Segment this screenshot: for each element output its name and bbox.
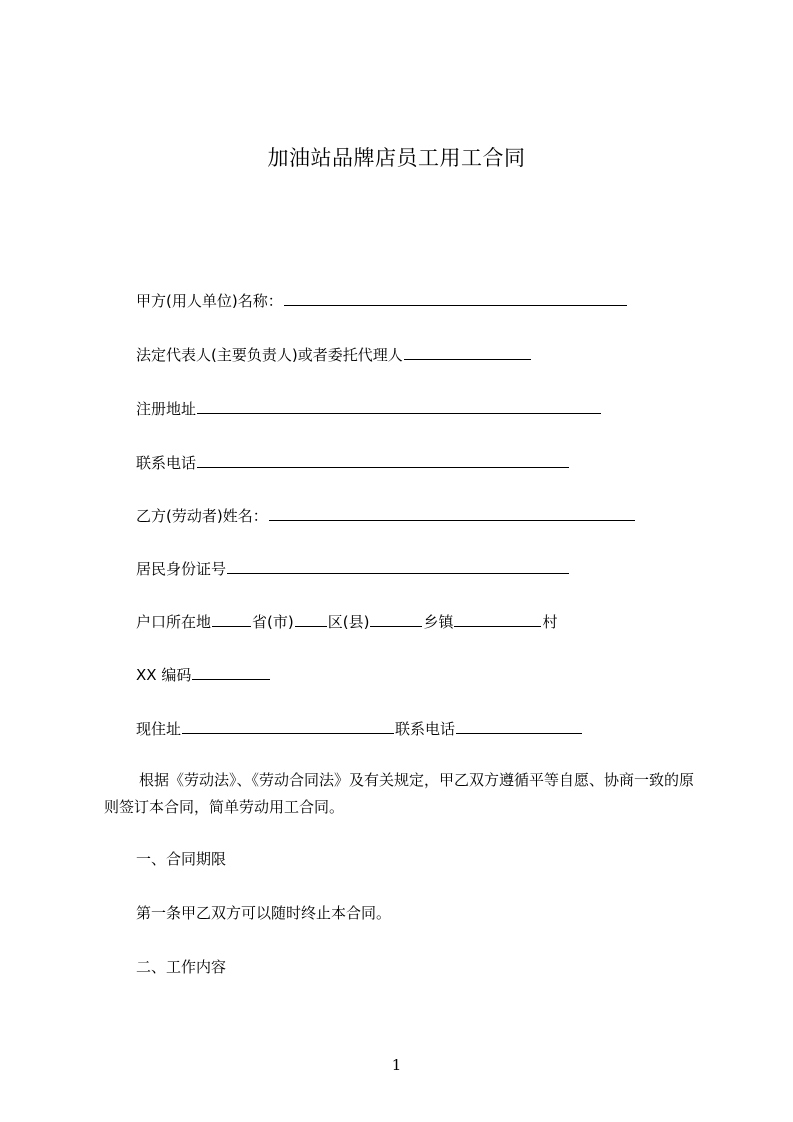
- party-a-blank[interactable]: [284, 291, 627, 306]
- legal-rep-label: 法定代表人(主要负责人)或者委托代理人: [136, 346, 403, 364]
- hukou-label: 户口所在地: [136, 613, 212, 631]
- district-label: 区(县): [327, 613, 370, 631]
- current-address-line: [136, 719, 583, 739]
- id-number-line: [136, 559, 570, 579]
- township-label: 乡镇: [423, 613, 454, 631]
- phone-blank[interactable]: [197, 453, 569, 468]
- intro-paragraph: 根据《劳动法》、《劳动合同法》及有关规定，甲乙双方遵循平等自愿、协商一致的原则签订本合同，简单劳动用工合同。: [104, 771, 695, 816]
- party-a-label: 甲方(用人单位)名称：: [136, 292, 283, 310]
- code-blank[interactable]: [192, 665, 270, 680]
- village-blank[interactable]: [454, 612, 541, 627]
- code-line: [136, 665, 271, 685]
- id-number-blank[interactable]: [227, 559, 569, 574]
- code-label: XX 编码: [136, 666, 192, 684]
- hukou-line: [136, 612, 557, 632]
- section-2-heading: 二、工作内容: [136, 958, 227, 976]
- party-b-blank[interactable]: [269, 506, 635, 521]
- contact-phone-label: 联系电话: [395, 720, 456, 738]
- id-number-label: 居民身份证号: [136, 560, 227, 578]
- page-number: 1: [391, 1056, 402, 1074]
- current-address-label: 现住址: [136, 720, 182, 738]
- party-a-line: [136, 291, 628, 311]
- legal-rep-line: [136, 345, 532, 365]
- section-1-heading: 一、合同期限: [136, 850, 227, 868]
- reg-address-line: [136, 399, 602, 419]
- village-label: 村: [542, 613, 558, 631]
- current-address-blank[interactable]: [182, 719, 394, 734]
- district-blank[interactable]: [295, 612, 327, 627]
- township-blank[interactable]: [370, 612, 422, 627]
- legal-rep-blank[interactable]: [404, 345, 531, 360]
- province-blank[interactable]: [212, 612, 251, 627]
- province-label: 省(市): [252, 613, 294, 631]
- reg-address-blank[interactable]: [197, 399, 601, 414]
- document-title: 加油站品牌店员工用工合同: [267, 146, 526, 170]
- contact-phone-blank[interactable]: [456, 719, 582, 734]
- reg-address-label: 注册地址: [136, 400, 197, 418]
- phone-line: [136, 453, 570, 473]
- article-1: 第一条甲乙双方可以随时终止本合同。: [136, 904, 392, 922]
- party-b-label: 乙方(劳动者)姓名：: [136, 507, 268, 525]
- phone-label: 联系电话: [136, 454, 197, 472]
- party-b-line: [136, 506, 636, 526]
